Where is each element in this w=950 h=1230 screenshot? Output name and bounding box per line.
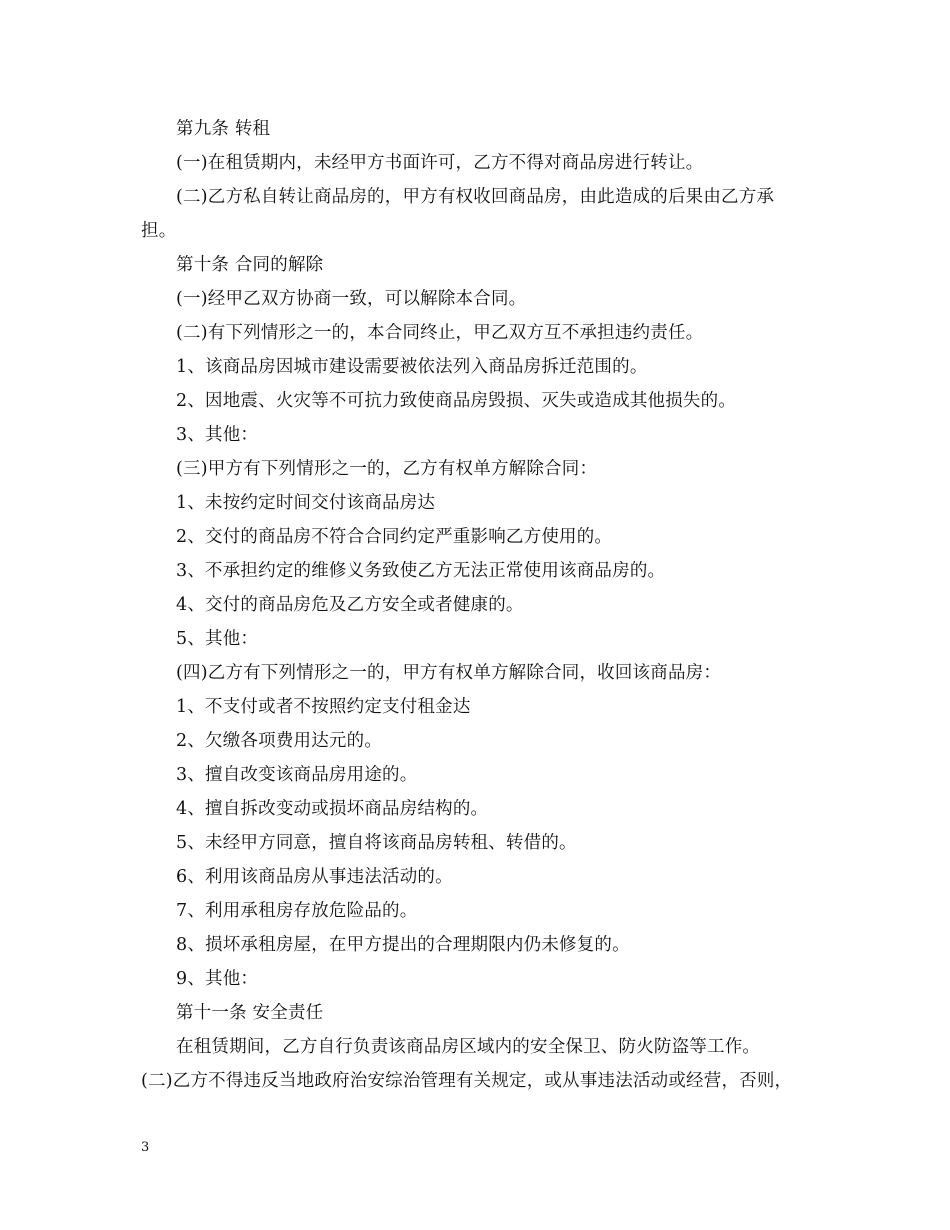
list-item: 5、未经甲方同意，擅自将该商品房转租、转借的。	[176, 833, 577, 853]
paragraph-line: (四)乙方有下列情形之一的，甲方有权单方解除合同，收回该商品房：	[176, 663, 722, 683]
list-item: 5、其他：	[176, 629, 259, 649]
list-item: 2、欠缴各项费用达元的。	[176, 731, 383, 751]
list-item: 7、利用承租房存放危险品的。	[176, 901, 418, 921]
paragraph-line: 在租赁期间，乙方自行负责该商品房区域内的安全保卫、防火防盗等工作。	[176, 1037, 761, 1057]
list-item: 3、擅自改变该商品房用途的。	[176, 765, 418, 785]
list-item: 8、损坏承租房屋，在甲方提出的合理期限内仍未修复的。	[176, 935, 630, 955]
paragraph-line: (二)有下列情形之一的，本合同终止，甲乙双方互不承担违约责任。	[176, 323, 704, 343]
list-item: 3、其他：	[176, 425, 259, 445]
paragraph-line: (二)乙方不得违反当地政府治安综治管理有关规定，或从事违法活动或经营，否则，	[141, 1071, 793, 1091]
list-item: 1、未按约定时间交付该商品房达	[176, 493, 436, 513]
list-item: 2、交付的商品房不符合合同约定严重影响乙方使用的。	[176, 527, 613, 547]
list-item: 6、利用该商品房从事违法活动的。	[176, 867, 453, 887]
article-11-heading: 第十一条 安全责任	[176, 1003, 324, 1023]
list-item: 2、因地震、火灾等不可抗力致使商品房毁损、灭失或造成其他损失的。	[176, 391, 737, 411]
article-9-heading: 第九条 转租	[176, 119, 271, 139]
list-item: 3、不承担约定的维修义务致使乙方无法正常使用该商品房的。	[176, 561, 666, 581]
paragraph-line: 担。	[141, 221, 177, 241]
list-item: 4、擅自拆改变动或损坏商品房结构的。	[176, 799, 489, 819]
list-item: 1、不支付或者不按照约定支付租金达	[176, 697, 471, 717]
list-item: 9、其他：	[176, 969, 259, 989]
list-item: 1、该商品房因城市建设需要被依法列入商品房拆迁范围的。	[176, 357, 648, 377]
page-number: 3	[141, 1140, 150, 1155]
list-item: 4、交付的商品房危及乙方安全或者健康的。	[176, 595, 524, 615]
paragraph-line: (一)经甲乙双方协商一致，可以解除本合同。	[176, 289, 527, 309]
paragraph-line: (三)甲方有下列情形之一的，乙方有权单方解除合同：	[176, 459, 598, 479]
article-10-heading: 第十条 合同的解除	[176, 255, 324, 275]
paragraph-line: (二)乙方私自转让商品房的，甲方有权收回商品房，由此造成的后果由乙方承	[176, 187, 775, 207]
paragraph-line: (一)在租赁期内，未经甲方书面许可，乙方不得对商品房进行转让。	[176, 153, 704, 173]
